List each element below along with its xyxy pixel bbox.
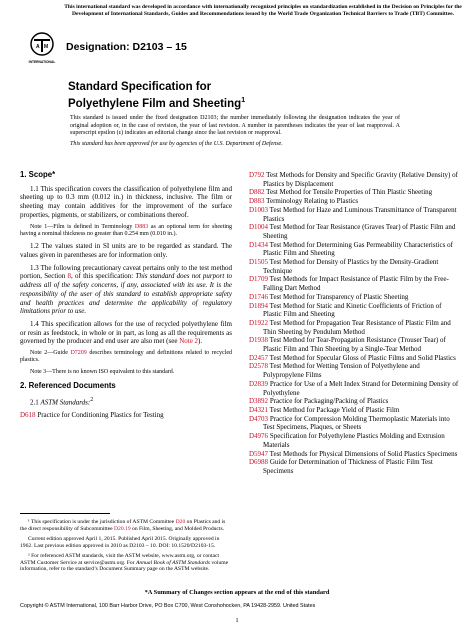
ref-title: Practice for Compression Molding Thermoplastic Materials into Test Specimens, Plaques, or Sheets — [263, 414, 450, 432]
ref-item — [249, 188, 459, 197]
ref-title: Test Method for Tensile Properties of Thin Plastic Sheeting — [264, 188, 433, 197]
para-2-1: 2.1 ASTM Standards:$^2$ — [30, 396, 94, 407]
footnote-2: ² For referenced ASTM standards, visit the ASTM website, www.astm.org, or contact ASTM Customer Service at service@astm.org. For Annual Book of ASTM Standards volume information, refer to the standard’s Document Summary page on the ASTM website. — [20, 552, 229, 573]
ref-item — [249, 302, 459, 319]
ref-item — [249, 415, 459, 432]
ref-item — [249, 319, 459, 336]
ref-item — [249, 380, 459, 397]
ref-item — [249, 362, 459, 379]
dod-approval-note: This standard has been approved for use by agencies of the U.S. Department of Defense. — [70, 141, 283, 147]
ref-link[interactable]: D792 — [249, 171, 265, 179]
ref-title: Test Method for Wetting Tension of Polyethylene and Polypropylene Films — [263, 362, 420, 380]
title-line-1: Standard Specification for — [68, 81, 212, 93]
ref-title: Guide for Determination of Thickness of Plastic Film Test Specimens — [263, 458, 433, 475]
link-d7209[interactable]: D7209 — [70, 350, 87, 357]
ref-link[interactable]: D1938 — [249, 336, 269, 345]
ref-link[interactable]: D1004 — [249, 223, 269, 232]
ref-title: Test Methods for Impact Resistance of Plastic Film by the Free-Falling Dart Method — [263, 275, 449, 293]
ref-title: Test Method for Haze and Luminous Transmittance of Transparent Plastics — [263, 205, 457, 223]
ref-title: Test Method for Static and Kinetic Coefficients of Friction of Plastic Film and Sheeting — [263, 301, 442, 319]
summary-of-changes-note: *A Summary of Changes section appears at the end of this standard — [144, 589, 330, 596]
ref-title: Test Method for Propagation Tear Resistance of Plastic Film and Thin Sheeting by Pendulum Method — [263, 318, 451, 336]
ref-item — [249, 397, 459, 406]
para-1-3: 1.3 The following precautionary caveat pertains only to the test method portion, Section 8, of this specification: This standard does not purport to address all of the safety concerns, if any, associated with its use. It is the responsibility of the user of this standard to establish appropriate safety and health practices and determine the applicability of regulatory limitations prior to use. — [20, 263, 233, 316]
link-d883[interactable]: D883 — [134, 223, 149, 230]
ref-item — [249, 354, 459, 363]
link-section-8[interactable]: 8 — [67, 272, 71, 281]
ref-item — [249, 450, 459, 459]
left-column — [20, 171, 232, 420]
ref-title: Test Method for Tear-Propagation Resistance (Trouser Tear) of Plastic Film and Thin Sheeting by a Single-Tear Method — [263, 336, 446, 354]
ref-link[interactable]: D4703 — [249, 414, 269, 423]
ref-link[interactable]: D1434 — [249, 240, 269, 249]
link-d20-19[interactable]: D20.19 — [114, 525, 131, 532]
para-1-1: 1.1 This specification covers the classification of polyethylene film and sheeting up to 0.3 mm (0.012 in.) in thickness, inclusive. The film or sheeting may contain additives for the improvement of the surface properties, pigments, or stabilizers, or combinations thereof. — [20, 184, 232, 219]
ref-title: Test Method for Transparency of Plastic Sheeting — [268, 292, 409, 301]
ref-title: Test Method for Density of Plastics by the Density-Gradient Technique — [263, 258, 439, 275]
footnotes — [20, 519, 232, 576]
ref-link[interactable]: D1746 — [249, 292, 269, 301]
ref-title: Practice for Use of a Melt Index Strand for Determining Density of Polyethylene — [263, 379, 459, 397]
ref-link[interactable]: D1922 — [249, 318, 269, 327]
right-column — [249, 171, 459, 476]
ref-item — [249, 197, 459, 206]
ref-link[interactable]: D6988 — [249, 458, 269, 467]
ref-link[interactable]: D3892 — [249, 397, 269, 406]
para-1-2: 1.2 The values stated in SI units are to be regarded as standard. The values given in parentheses are for information only. — [20, 242, 232, 260]
scope-heading: 1. Scope* — [20, 170, 56, 179]
ref-title: Specification for Polyethylene Plastics Molding and Extrusion Materials — [263, 432, 445, 449]
astm-logo — [28, 32, 56, 68]
ref-title: Test Method for Tear Resistance (Graves Tear) of Plastic Film and Sheeting — [263, 223, 456, 240]
ref-title: Practice for Packaging/Packing of Plastics — [268, 397, 389, 406]
ref-link[interactable]: D1003 — [249, 205, 269, 214]
referenced-documents-heading: 2. Referenced Documents — [20, 381, 116, 391]
ref-title: Terminology Relating to Plastics — [264, 197, 359, 206]
ref-item — [249, 336, 459, 353]
ref-item — [249, 275, 459, 292]
designation: Designation: D2103 – 15 — [66, 41, 187, 53]
title-footnote-mark: 1 — [241, 97, 246, 104]
link-note-2[interactable]: Note 2 — [179, 337, 199, 346]
ref-link[interactable]: D882 — [249, 188, 265, 197]
page-number: 1 — [235, 617, 239, 624]
ref-link[interactable]: D883 — [249, 197, 265, 206]
ref-list — [249, 171, 459, 476]
footnote-1: ¹ This specification is under the jurisdiction of ASTM Committee D20 on Plastics and is the direct responsibility of Subcommittee D20.19 on Film, Sheeting, and Molded Products. — [20, 519, 226, 532]
document-title — [68, 80, 245, 111]
ref-item — [249, 171, 459, 188]
svg-text:INTERNATIONAL: INTERNATIONAL — [28, 60, 56, 64]
note-2: Note 2—Guide D7209 describes terminology and definitions related to recycled plastics. — [20, 350, 232, 364]
ref-link[interactable]: D2578 — [249, 362, 269, 371]
ref-title: Test Method for Package Yield of Plastic Film — [268, 405, 400, 414]
svg-text:A: A — [36, 44, 40, 50]
ref-item — [249, 206, 459, 223]
ref-title: Test Method for Determining Gas Permeability Characteristics of Plastic Film and Sheeting — [263, 240, 453, 258]
ref-link[interactable]: D1709 — [249, 275, 269, 284]
ref-link[interactable]: D5947 — [249, 449, 269, 458]
ref-d618: D618 Practice for Conditioning Plastics for Testing — [20, 411, 164, 420]
ref-title: Test Methods for Density and Specific Gravity (Relative Density) of Plastics by Displacement — [263, 171, 458, 188]
title-text: Polyethylene Film and Sheeting — [68, 97, 242, 110]
ref-item — [249, 406, 459, 415]
standard-issuance-note: This standard is issued under the fixed designation D2103; the number immediately following the designation indicates the year of original adoption or, in the case of revision, the year of last revision. A number in parentheses indicates the year of last reapproval. A superscript epsilon (ε) indicates an editorial change since the last revision or reapproval. — [70, 115, 400, 137]
ref-item — [249, 293, 459, 302]
para-1-4: 1.4 This specification allows for the use of recycled polyethylene film or resin as feedstock, in whole or in part, as long as all the requirements as governed by the producer and end user are also met (see Note 2). — [20, 319, 232, 346]
note-1: Note 1—Film is defined in Terminology D883 as an optional term for sheeting having a nominal thickness no greater than 0.254 mm (0.010 in.). — [20, 223, 232, 237]
ref-link[interactable]: D4321 — [249, 405, 269, 414]
footnote-1-edition: Current edition approved April 1, 2015. Published April 2015. Originally approved in 1962. Last previous edition approved in 2010 as D2103 – 10. DOI: 10.1520/D2103-15. — [20, 535, 220, 549]
footnote-divider — [20, 513, 110, 514]
link-d618[interactable]: D618 — [20, 411, 36, 420]
ref-item — [249, 258, 459, 275]
ref-item — [249, 241, 459, 258]
svg-text:M: M — [44, 44, 49, 50]
ref-item — [249, 458, 459, 475]
ref-item — [249, 432, 459, 449]
ref-item — [249, 223, 459, 240]
ref-title: Test Method for Specular Gloss of Plastic Films and Solid Plastics — [268, 353, 456, 362]
ref-title: Test Methods for Physical Dimensions of Solid Plastics Specimens — [268, 449, 458, 458]
link-d20[interactable]: D20 — [175, 519, 186, 525]
copyright-line: Copyright © ASTM International, 100 Barr Harbor Drive, PO Box C700, West Conshohocken, PA 19428-2959. United States — [20, 603, 316, 609]
wto-notice: This international standard was developed in accordance with internationally recognized principles on standardization established in the Decision on Principles for the Development of International Standards, Guides and Recommendations issued by the World Trade Organization Technical Barriers to Trade (TBT) Committee. — [64, 4, 462, 17]
ref-link[interactable]: D4976 — [249, 432, 269, 441]
ref-link[interactable]: D2839 — [249, 379, 269, 388]
title-line-2 — [68, 94, 245, 111]
note-3: Note 3—There is no known ISO equivalent to this standard. — [30, 368, 175, 375]
ref-link[interactable]: D1894 — [249, 301, 269, 310]
ref-link[interactable]: D1505 — [249, 258, 269, 267]
ref-link[interactable]: D2457 — [249, 353, 269, 362]
